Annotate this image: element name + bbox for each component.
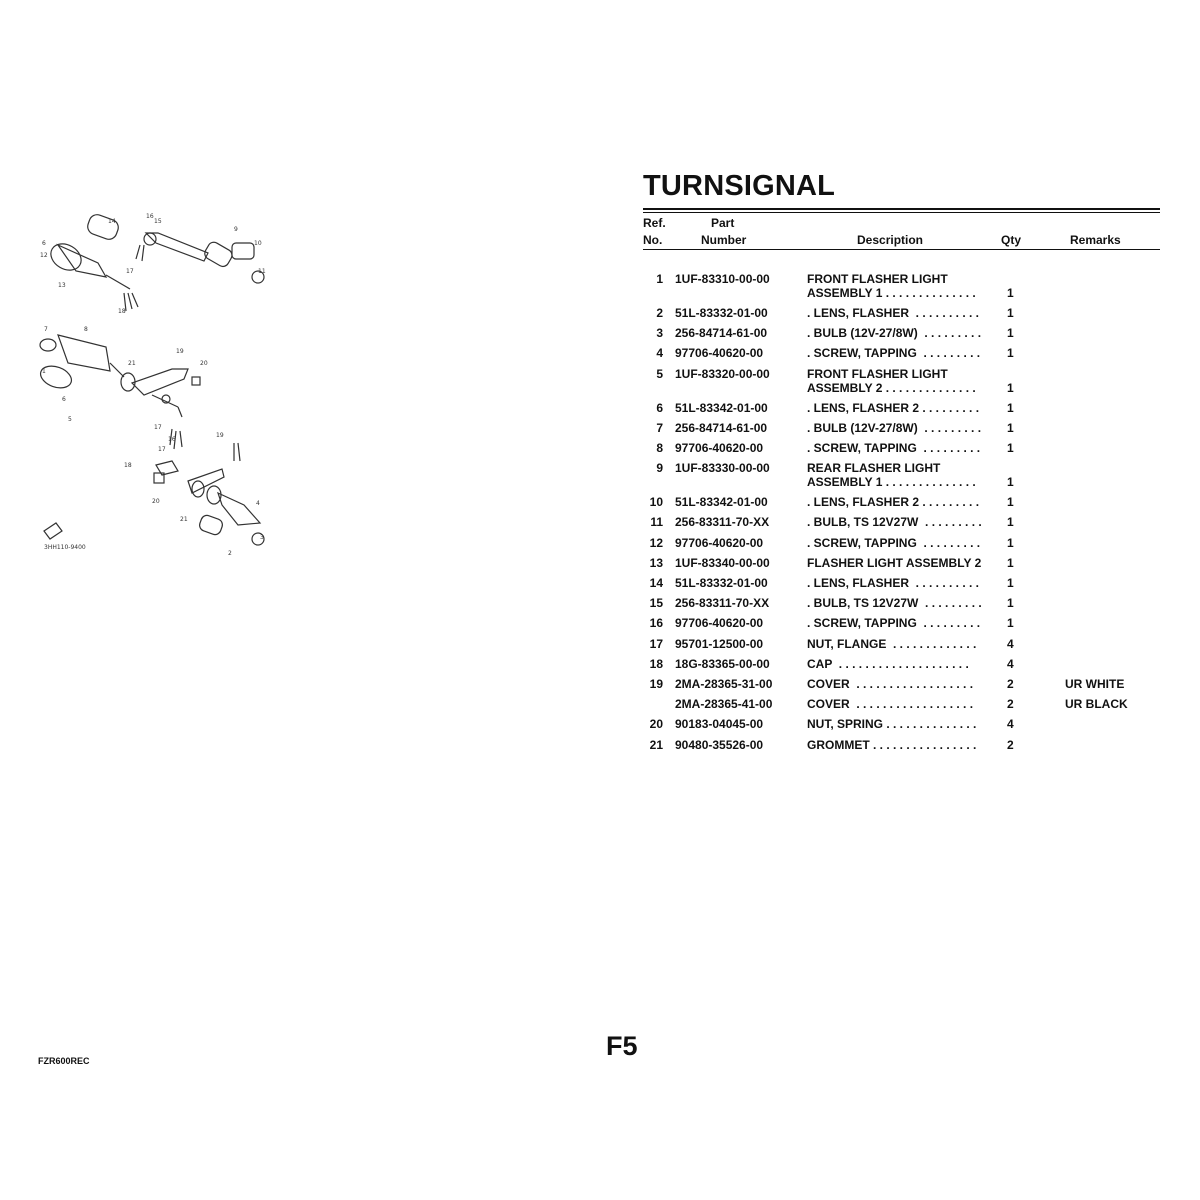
diagram-code: 3HH110-9400 (44, 544, 86, 551)
ref-number: 21 (649, 737, 663, 752)
part-number: 90183-04045-00 (675, 717, 764, 732)
description: . LENS, FLASHER . . . . . . . . . . (807, 576, 980, 590)
quantity: 2 (1007, 697, 1014, 712)
callout-10: 10 (254, 240, 262, 247)
exploded-parts-diagram (28, 205, 288, 555)
quantity: 1 (1007, 400, 1014, 415)
callout-17c: 17 (158, 446, 166, 453)
part-number: 18G-83365-00-00 (675, 656, 770, 671)
description: . SCREW, TAPPING . . . . . . . . . (807, 441, 981, 455)
description: . BULB (12V-27/8W) . . . . . . . . . (807, 420, 982, 435)
ref-number: 19 (649, 677, 663, 691)
callout-7: 7 (44, 326, 48, 333)
callout-21b: 21 (180, 516, 188, 523)
ref-number: 8 (656, 441, 663, 455)
ref-number: 18 (649, 656, 663, 671)
quantity: 1 (1007, 555, 1014, 570)
part-number: 95701-12500-00 (675, 636, 764, 651)
description: . SCREW, TAPPING . . . . . . . . . (807, 346, 981, 361)
part-number: 256-83311-70-XX (675, 515, 770, 530)
part-number: 1UF-83320-00-00 (675, 366, 770, 381)
callout-18b: 18 (124, 462, 132, 469)
description: . LENS, FLASHER . . . . . . . . . . (807, 306, 980, 320)
part-number: 51L-83332-01-00 (675, 576, 768, 590)
part-number: 2MA-28365-41-00 (675, 697, 773, 712)
ref-number: 15 (649, 596, 663, 611)
part-number: 256-83311-70-XX (675, 596, 770, 611)
description: . BULB, TS 12V27W . . . . . . . . . (807, 515, 982, 530)
quantity: 1 (1007, 346, 1014, 361)
ref-number: 4 (656, 346, 663, 361)
header-qty: Qty (1001, 233, 1022, 247)
callout-21: 21 (128, 360, 136, 367)
ref-number: 20 (649, 717, 663, 732)
description: . SCREW, TAPPING . . . . . . . . . (807, 535, 981, 550)
remarks: UR WHITE (1065, 677, 1125, 691)
ref-number: 1 (656, 272, 663, 286)
quantity: 1 (1007, 441, 1014, 455)
quantity: 1 (1007, 596, 1014, 611)
callout-19b: 19 (216, 432, 224, 439)
callout-4: 4 (256, 500, 260, 507)
quantity: 1 (1007, 495, 1014, 510)
ref-number: 13 (649, 555, 663, 570)
quantity: 1 (1007, 420, 1014, 435)
description: COVER . . . . . . . . . . . . . . . . . . (807, 677, 974, 691)
part-number: 1UF-83340-00-00 (675, 555, 770, 570)
description: . SCREW, TAPPING . . . . . . . . . (807, 616, 981, 631)
page-title: TURNSIGNAL (643, 170, 836, 202)
quantity: 2 (1007, 737, 1014, 752)
ref-number: 3 (656, 326, 663, 341)
callout-14: 14 (108, 218, 116, 225)
description: REAR FLASHER LIGHT (807, 461, 941, 476)
callout-15: 15 (154, 218, 162, 225)
callout-13: 13 (58, 282, 66, 289)
part-number: 97706-40620-00 (675, 346, 764, 361)
description: FLASHER LIGHT ASSEMBLY 2 (807, 555, 982, 570)
header-part-line2: Number (701, 233, 747, 247)
ref-number: 12 (649, 535, 663, 550)
part-number: 51L-83332-01-00 (675, 306, 768, 320)
header-rule (643, 249, 1160, 250)
quantity: 1 (1007, 326, 1014, 341)
callout-6b: 6 (62, 396, 66, 403)
part-number: 97706-40620-00 (675, 616, 764, 631)
quantity: 1 (1007, 515, 1014, 530)
part-number: 97706-40620-00 (675, 535, 764, 550)
callout-11: 11 (258, 268, 266, 275)
header-ref-line2: No. (643, 233, 663, 247)
quantity: 4 (1007, 717, 1014, 732)
part-number: 51L-83342-01-00 (675, 495, 768, 510)
header-remarks: Remarks (1070, 233, 1121, 247)
part-number: 90480-35526-00 (675, 737, 764, 752)
description: NUT, FLANGE . . . . . . . . . . . . . (807, 636, 977, 651)
callout-16: 16 (146, 213, 154, 220)
quantity: 1 (1007, 306, 1014, 320)
callout-16b: 16 (168, 436, 176, 443)
part-number: 1UF-83310-00-00 (675, 272, 770, 286)
header-description: Description (857, 233, 924, 247)
header-part-line1: Part (711, 216, 735, 230)
callout-17: 17 (126, 268, 134, 275)
description: FRONT FLASHER LIGHT (807, 272, 948, 286)
ref-number: 2 (656, 306, 663, 320)
description: . BULB, TS 12V27W . . . . . . . . . (807, 596, 982, 611)
ref-number: 16 (649, 616, 663, 631)
part-number: 256-84714-61-00 (675, 326, 768, 341)
callout-20b: 20 (152, 498, 160, 505)
callout-8: 8 (84, 326, 88, 333)
ref-number: 11 (650, 515, 663, 530)
description: CAP . . . . . . . . . . . . . . . . . . . . (807, 656, 969, 671)
callout-18: 18 (118, 308, 126, 315)
quantity: 2 (1007, 677, 1014, 691)
quantity: 1 (1007, 286, 1014, 300)
callout-12: 12 (40, 252, 48, 259)
quantity: 1 (1007, 535, 1014, 550)
quantity: 4 (1007, 656, 1014, 671)
description-line2: ASSEMBLY 1 . . . . . . . . . . . . . . (807, 475, 976, 490)
ref-number: 5 (656, 366, 663, 381)
ref-number: 7 (656, 420, 663, 435)
page-number: F5 (606, 1031, 638, 1061)
ref-number: 17 (649, 636, 663, 651)
description: . BULB (12V-27/8W) . . . . . . . . . (807, 326, 982, 341)
callout-6: 6 (42, 240, 46, 247)
callout-19: 19 (176, 348, 184, 355)
callout-17b: 17 (154, 424, 162, 431)
ref-number: 10 (649, 495, 663, 510)
model-code: FZR600REC (38, 1056, 90, 1066)
part-number: 1UF-83330-00-00 (675, 461, 770, 476)
quantity: 1 (1007, 475, 1014, 490)
quantity: 4 (1007, 636, 1014, 651)
title-rule (643, 208, 1160, 210)
ref-number: 6 (656, 400, 663, 415)
description-line2: ASSEMBLY 2 . . . . . . . . . . . . . . (807, 380, 976, 395)
callout-3: 3 (260, 534, 264, 541)
quantity: 1 (1007, 616, 1014, 631)
ref-number: 9 (656, 461, 663, 476)
title-rule-thin (643, 212, 1160, 213)
part-number: 2MA-28365-31-00 (675, 677, 773, 691)
callout-1: 1 (42, 368, 46, 375)
callout-5: 5 (68, 416, 72, 423)
part-number: 51L-83342-01-00 (675, 400, 768, 415)
description: . LENS, FLASHER 2 . . . . . . . . . (807, 495, 980, 510)
remarks: UR BLACK (1065, 697, 1128, 712)
callout-9: 9 (234, 226, 238, 233)
diagram-drawing (28, 205, 288, 555)
description: COVER . . . . . . . . . . . . . . . . . . (807, 697, 974, 712)
callout-20: 20 (200, 360, 208, 367)
description-line2: ASSEMBLY 1 . . . . . . . . . . . . . . (807, 286, 976, 300)
part-number: 97706-40620-00 (675, 441, 764, 455)
description: . LENS, FLASHER 2 . . . . . . . . . (807, 400, 980, 415)
description: FRONT FLASHER LIGHT (807, 366, 948, 381)
description: NUT, SPRING . . . . . . . . . . . . . . (807, 717, 977, 732)
part-number: 256-84714-61-00 (675, 420, 768, 435)
quantity: 1 (1007, 576, 1014, 590)
ref-number: 14 (649, 576, 663, 590)
quantity: 1 (1007, 380, 1014, 395)
header-ref-line1: Ref. (643, 216, 666, 230)
description: GROMMET . . . . . . . . . . . . . . . . (807, 737, 977, 752)
callout-2: 2 (228, 550, 232, 555)
